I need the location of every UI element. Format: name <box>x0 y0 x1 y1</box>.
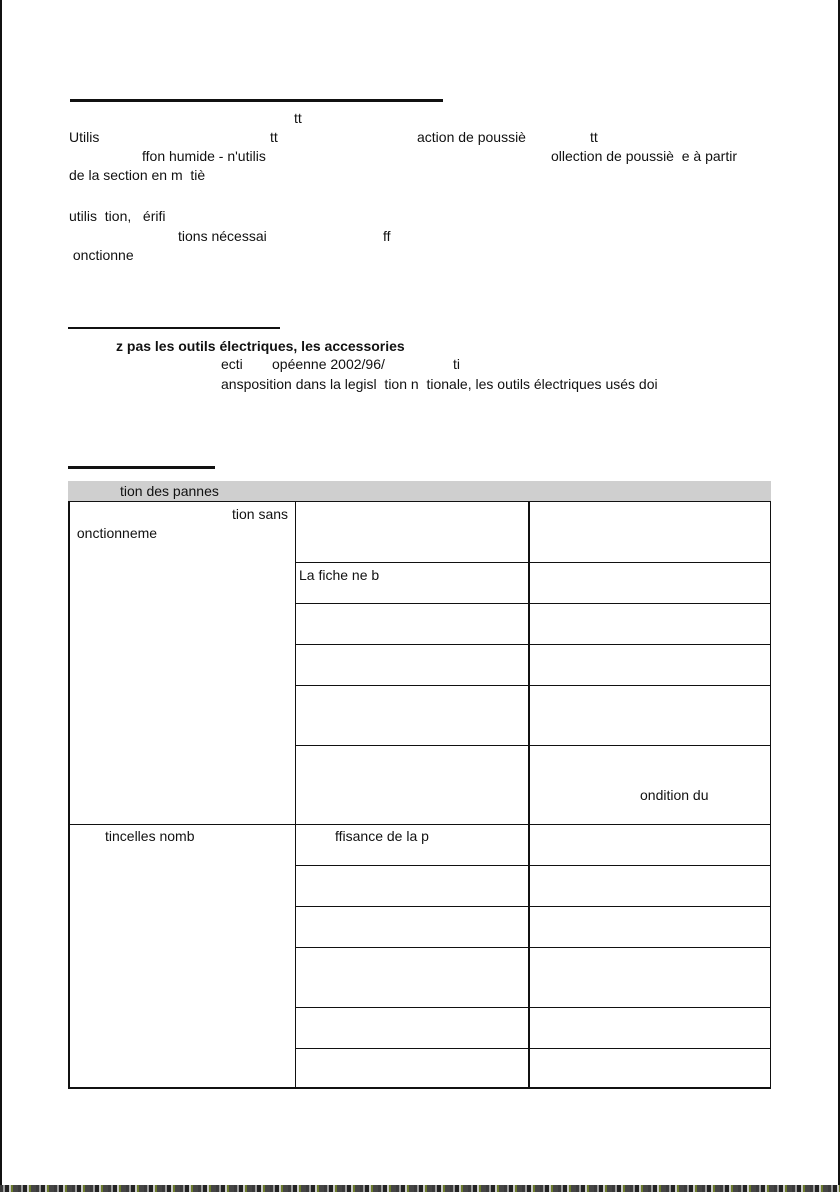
section1-text: utilis tion, érifi <box>69 208 166 224</box>
section1-text: de la section en m tiè <box>69 167 206 183</box>
table-row-divider <box>295 745 771 746</box>
section1-text: tt <box>270 129 278 145</box>
page-border-left <box>0 0 2 1192</box>
cause-cell-text: ffisance de la p <box>335 828 429 844</box>
section1-text: Utilis <box>69 129 100 145</box>
table-header-title: tion des pannes <box>120 483 219 499</box>
table-row-divider <box>295 562 771 563</box>
section3-heading-rule <box>68 466 215 469</box>
symptom-cell-text: tion sans <box>232 506 289 522</box>
table-border-left <box>68 501 70 1089</box>
table-row-divider <box>295 865 771 866</box>
section1-text: ffon humide - n'utilis <box>142 148 266 164</box>
section1-text: ollection de poussiè e à partir <box>551 148 737 164</box>
section1-text: ff <box>383 228 391 244</box>
section2-text: ti <box>453 356 460 372</box>
table-row-divider <box>295 644 771 645</box>
remedy-cell-text: ondition du <box>640 787 709 803</box>
table-row-divider <box>295 603 771 604</box>
section1-text: tt <box>590 129 598 145</box>
table-row-divider <box>295 1007 771 1008</box>
section2-bold-text: z pas les outils électriques, les accessories <box>116 338 405 354</box>
section1-heading-rule <box>70 99 443 102</box>
table-row-divider <box>295 906 771 907</box>
table-col-divider-1 <box>295 501 296 1089</box>
table-row-divider <box>295 1048 771 1049</box>
table-border-top <box>68 501 771 502</box>
section1-text: onctionne <box>69 247 134 263</box>
bottom-scan-strip <box>0 1185 840 1192</box>
table-col-divider-2 <box>528 501 530 1089</box>
symptom-cell-text: tincelles nomb <box>105 828 195 844</box>
section1-text: action de poussiè <box>417 129 526 145</box>
section2-text: ecti <box>221 356 243 372</box>
section2-text: opéenne 2002/96/ <box>272 356 385 372</box>
section2-text: ansposition dans la legisl tion n tionale, les outils électriques usés doi <box>221 376 658 392</box>
table-row-divider <box>295 685 771 686</box>
section1-text: tions nécessai <box>178 228 267 244</box>
section1-text: tt <box>294 110 302 126</box>
section2-heading-rule <box>68 327 280 329</box>
table-header <box>68 481 771 501</box>
table-group-divider <box>68 824 771 825</box>
table-row-divider <box>295 947 771 948</box>
table-border-right <box>770 501 771 1089</box>
cause-cell-text: La fiche ne b <box>299 567 380 583</box>
symptom-cell-text: onctionneme <box>73 525 158 541</box>
table-border-bottom <box>68 1087 771 1089</box>
